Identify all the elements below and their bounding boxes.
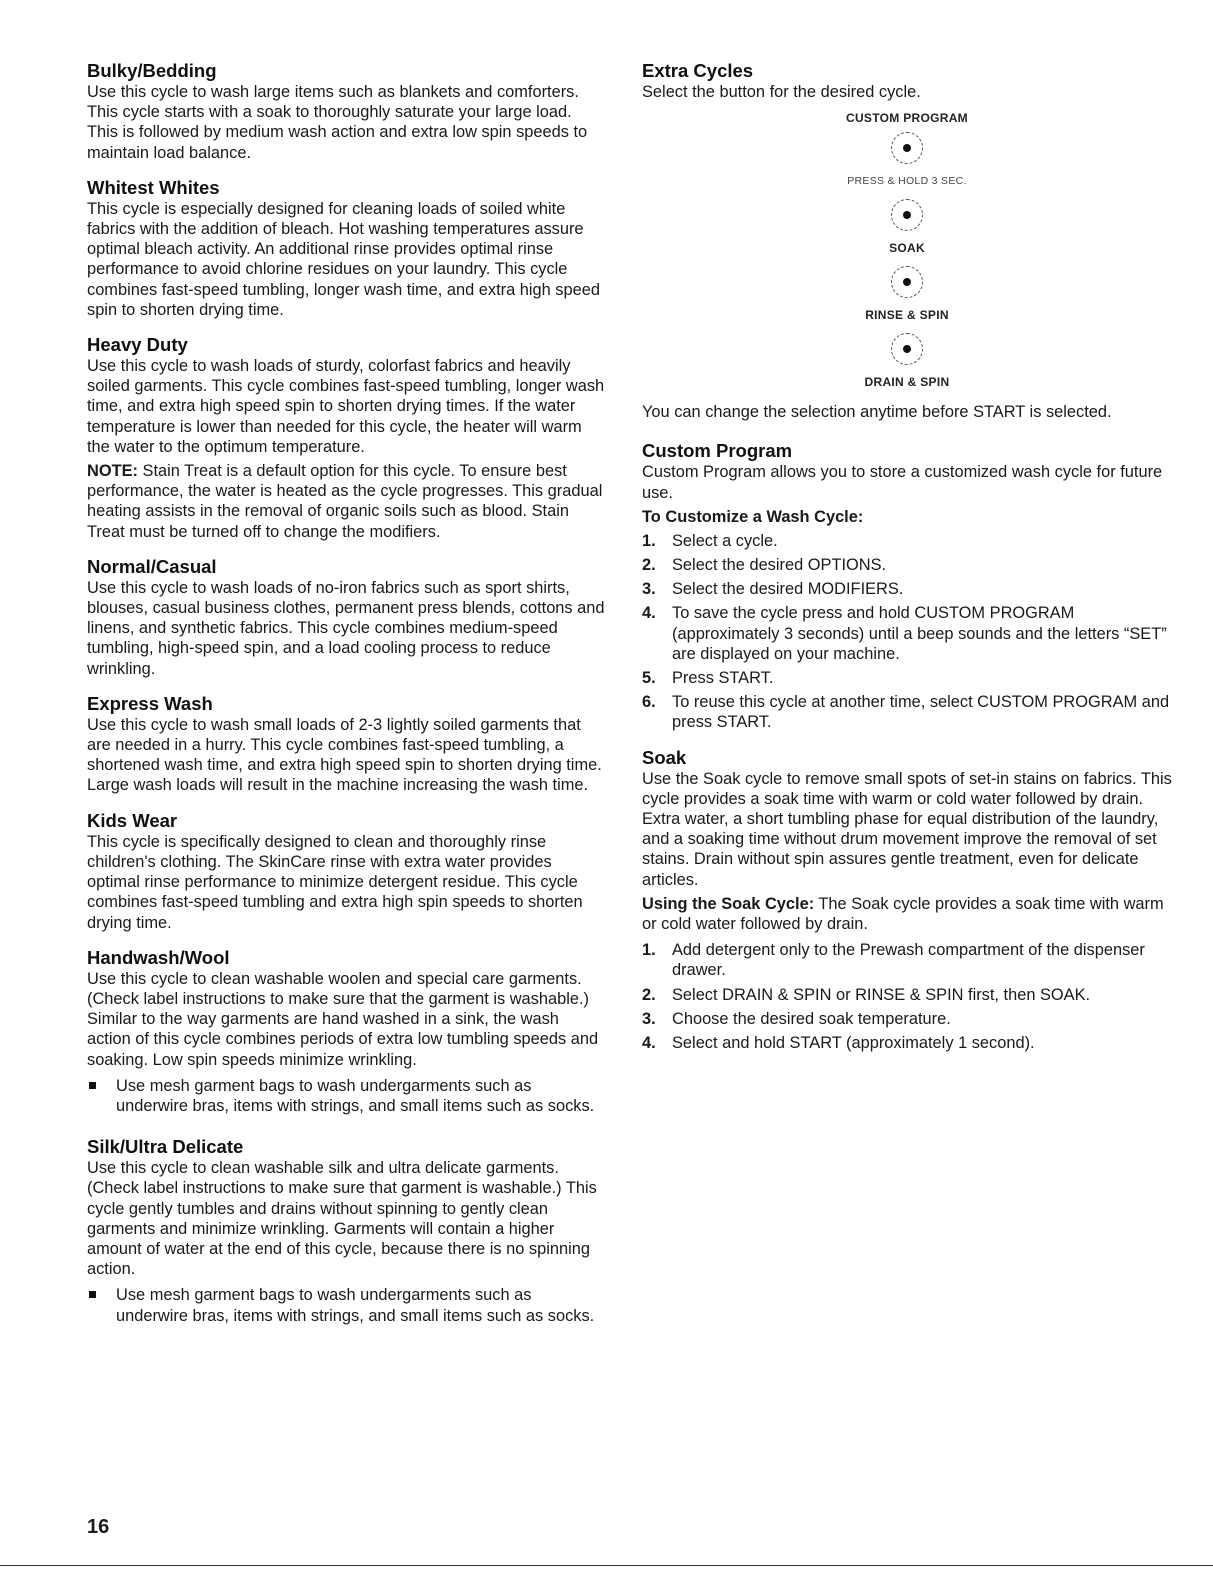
section-silk-ultra-delicate: [87, 1136, 605, 1326]
section-body: Select the button for the desired cycle.: [642, 83, 921, 101]
section-heading: Handwash/Wool: [87, 946, 230, 968]
section-normal-casual: [87, 556, 605, 679]
list-item: [642, 579, 1172, 599]
section-soak: [642, 747, 1172, 1054]
section-body: Use this cycle to clean washable silk and ultra delicate garments. (Check label instructions to make sure that garment is washable.) This cycle gently tumbles and drains without spinning to gently clean garments and minimize wrinkling. Garments will contain a higher amount of water at the end of this cycle, because there is no spinning action.: [87, 1159, 597, 1279]
soak-button[interactable]: [891, 199, 923, 231]
left-column: [87, 60, 605, 1340]
step-text: Choose the desired soak temperature.: [672, 1009, 951, 1028]
note-label: NOTE:: [87, 462, 138, 481]
section-handwash-wool: [87, 947, 605, 1116]
section-heading: Silk/Ultra Delicate: [87, 1136, 244, 1158]
section-body: Custom Program allows you to store a customized wash cycle for future use.: [642, 463, 1163, 502]
custom-program-button[interactable]: [891, 132, 923, 164]
section-heading: Bulky/Bedding: [87, 60, 217, 81]
section-bulky-bedding: [87, 60, 605, 163]
section-whitest-whites: [87, 177, 605, 320]
step-text: Select DRAIN & SPIN or RINSE & SPIN first, then SOAK.: [672, 985, 1091, 1004]
section-body: Use this cycle to clean washable woolen and special care garments. (Check label instructions to make sure that the garment is washable.) Similar to the way garments are hand washed in a sink, the wash action of this cycle combines periods of extra low tumbling speeds and soaking. Low spin speeds minimize wrinkling.: [87, 969, 599, 1069]
custom-steps-list: [642, 531, 1172, 733]
section-kids-wear: [87, 810, 605, 933]
section-custom-program: [642, 440, 1172, 732]
drain-spin-button[interactable]: [891, 333, 923, 365]
section-body: Use this cycle to wash loads of sturdy, colorfast fabrics and heavily soiled garments. This cycle combines fast-speed tumbling, longer wash time, and extra high speed spin to shorten drying times. If the water temperature is lower than needed for this cycle, the heater will warm the water to the optimum temperature.: [87, 357, 605, 456]
section-heading: Express Wash: [87, 692, 213, 714]
list-item: [642, 603, 1172, 664]
list-item: [642, 555, 1172, 575]
bullet-list: [87, 1285, 605, 1325]
step-number: 4.: [642, 604, 656, 623]
press-hold-label: PRESS & HOLD 3 SEC.: [847, 175, 967, 188]
list-item: [87, 1285, 605, 1325]
section-heading: Heavy Duty: [87, 334, 188, 356]
section-heading: Normal/Casual: [87, 555, 217, 577]
bullet-text: Use mesh garment bags to wash undergarments such as underwire bras, items with strings, and small items such as socks.: [116, 1286, 595, 1325]
extra-cycle-buttons: [642, 110, 1172, 390]
step-number: 6.: [642, 693, 656, 712]
step-text: To save the cycle press and hold CUSTOM PROGRAM (approximately 3 seconds) until a beep sounds and the letters “SET” are displayed on your machine.: [672, 604, 1167, 663]
rinse-spin-label: RINSE & SPIN: [865, 308, 949, 323]
bullet-list: [87, 1076, 605, 1116]
step-text: Add detergent only to the Prewash compartment of the dispenser drawer.: [672, 941, 1145, 980]
bullet-square-icon: [89, 1082, 96, 1089]
section-heading: Extra Cycles: [642, 60, 754, 81]
subheading: To Customize a Wash Cycle:: [642, 507, 864, 526]
step-number: 4.: [642, 1034, 656, 1053]
section-body: Use this cycle to wash small loads of 2-3 lightly soiled garments that are needed in a hurry. This cycle combines fast-speed tumbling, a shortened wash time, and extra high speed spin to shorten drying time. Large wash loads will result in the machine increasing the wash time.: [87, 715, 602, 795]
list-item: [642, 1009, 1172, 1029]
page-number: 16: [87, 1516, 110, 1538]
using-soak-paragraph: [642, 894, 1172, 934]
step-text: To reuse this cycle at another time, select CUSTOM PROGRAM and press START.: [672, 693, 1170, 732]
soak-steps-list: [642, 940, 1172, 1053]
list-item: [642, 668, 1172, 688]
drain-spin-label: DRAIN & SPIN: [864, 375, 950, 390]
section-heading: Kids Wear: [87, 809, 178, 831]
section-express-wash: [87, 693, 605, 796]
step-number: 3.: [642, 1009, 656, 1028]
step-text: Select and hold START (approximately 1 second).: [672, 1034, 1035, 1053]
section-body: Use this cycle to wash large items such as blankets and comforters. This cycle starts with a soak to thoroughly saturate your large load. This is followed by medium wash action and extra low spin speeds to maintain load balance.: [87, 83, 588, 162]
step-text: Select the desired OPTIONS.: [672, 556, 887, 575]
section-body: Use the Soak cycle to remove small spots of set-in stains on fabrics. This cycle provides a soak time with warm or cold water followed by drain. Extra water, a short tumbling phase for equal distribution of the laundry, and a soaking time without drum movement improve the removal of set stains. Drain without spin assures gentle treatment, even for delicate articles.: [642, 769, 1172, 889]
note-paragraph: [87, 461, 605, 542]
step-text: Select a cycle.: [672, 531, 778, 550]
step-number: 1.: [642, 941, 656, 960]
bullet-square-icon: [89, 1291, 96, 1298]
footer-divider: [0, 1565, 1213, 1566]
right-column: [642, 60, 1172, 1067]
list-item: [642, 692, 1172, 732]
soak-label: SOAK: [889, 241, 925, 256]
rinse-spin-button[interactable]: [891, 266, 923, 298]
step-text: Select the desired MODIFIERS.: [672, 580, 904, 599]
step-number: 5.: [642, 669, 656, 688]
list-item: [642, 985, 1172, 1005]
section-heading: Custom Program: [642, 440, 793, 462]
list-item: [642, 531, 1172, 551]
using-soak-label: Using the Soak Cycle:: [642, 894, 815, 913]
step-number: 2.: [642, 556, 656, 575]
section-body: This cycle is especially designed for cleaning loads of soiled white fabrics with the addition of bleach. Hot washing temperatures assure optimal bleach activity. An additional rinse provides optimal rinse performance to avoid chlorine residues on your laundry. This cycle combines fast-speed tumbling, longer wash time, and extra high speed spin to shorten drying time.: [87, 199, 600, 319]
section-heading: Soak: [642, 746, 687, 768]
section-extra-cycles: [642, 60, 1172, 422]
selection-note: You can change the selection anytime before START is selected.: [642, 403, 1112, 422]
step-number: 3.: [642, 580, 656, 599]
custom-program-label: CUSTOM PROGRAM: [846, 111, 968, 126]
section-body: Use this cycle to wash loads of no-iron fabrics such as sport shirts, blouses, casual business clothes, permanent press blends, cottons and linens, and synthetic fabrics. This cycle combines medium-speed tumbling, high-speed spin, and a load cooling process to reduce wrinkling.: [87, 578, 605, 678]
bullet-text: Use mesh garment bags to wash undergarments such as underwire bras, items with strings, and small items such as socks.: [116, 1076, 595, 1115]
step-number: 2.: [642, 985, 656, 1004]
step-text: Press START.: [672, 669, 774, 688]
note-text: Stain Treat is a default option for this cycle. To ensure best performance, the water is heated as the cycle progresses. This gradual heating assists in the removal of organic soils such as blood. Stain Treat must be turned off to change the modifiers.: [87, 462, 603, 541]
section-body: This cycle is specifically designed to clean and thoroughly rinse children's clothing. The SkinCare rinse with extra water provides optimal rinse performance to minimize detergent residue. This cycle combines fast-speed tumbling and extra high spin speeds to shorten drying time.: [87, 832, 583, 932]
section-heading: Whitest Whites: [87, 176, 220, 198]
list-item: [87, 1076, 605, 1116]
list-item: [642, 940, 1172, 980]
step-number: 1.: [642, 531, 656, 550]
using-soak-text: The Soak cycle provides a soak time with warm or cold water followed by drain.: [642, 894, 1164, 934]
section-heavy-duty: [87, 334, 605, 542]
list-item: [642, 1033, 1172, 1053]
